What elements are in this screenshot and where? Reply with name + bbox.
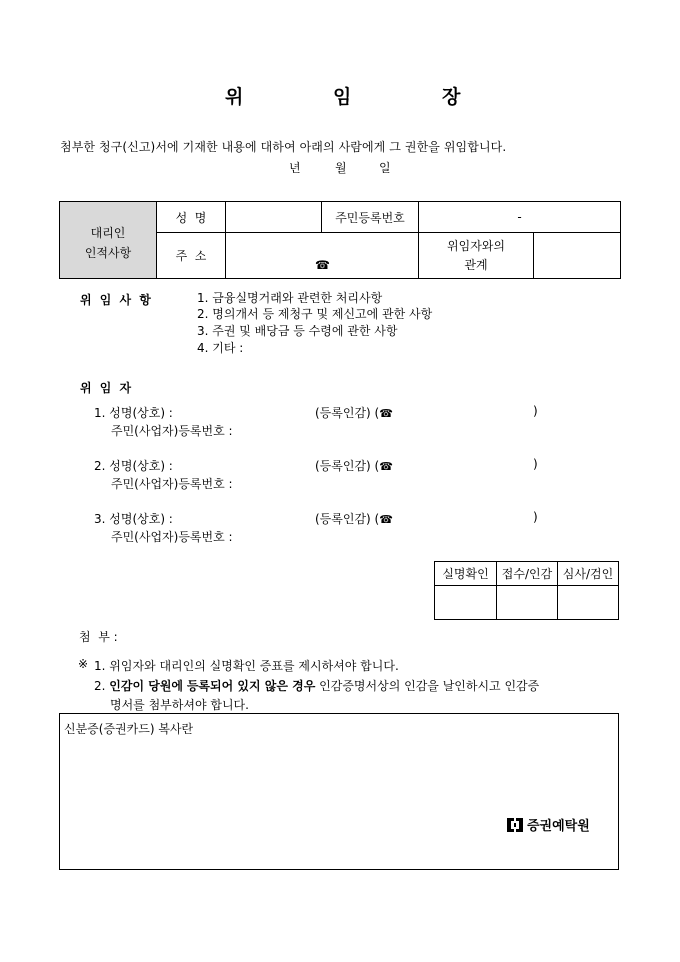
confirm-cell-review[interactable] (558, 586, 619, 620)
delegator-2-seal (315, 457, 393, 474)
note-line-2-bold-2: 등록되어 있지 않은 경우 (186, 679, 316, 693)
delegation-item-1: 1. 금융실명거래와 관련한 처리사항 (197, 291, 383, 305)
intro-text: 첨부한 청구(신고)서에 기재한 내용에 대하여 아래의 사람에게 그 권한을 위임합니다. (60, 140, 507, 154)
confirm-cell-receipt[interactable] (497, 586, 558, 620)
name-label: 성 명 (157, 202, 226, 233)
note-line-2-num: 2. (94, 679, 106, 693)
delegators-title: 위 임 자 (80, 381, 134, 395)
delegator-2-seal-text: (등록인감) ( (315, 459, 380, 473)
title-char-1: 위 (225, 86, 244, 108)
address-field[interactable] (226, 233, 419, 279)
id-copy-box (59, 713, 619, 870)
date-month: 월 (335, 161, 347, 175)
confirm-header-review: 심사/검인 (558, 562, 619, 586)
note-line-2 (94, 677, 539, 694)
name-field[interactable] (226, 202, 322, 233)
address-label: 주 소 (157, 233, 226, 279)
agent-info-table (59, 201, 621, 279)
ksd-logo-text: 증권예탁원 (527, 819, 590, 834)
agent-row-header-text: 대리인 인적사항 (84, 225, 132, 260)
delegation-item-4: 4. 기타 : (197, 341, 244, 355)
telephone-icon: ☎ (379, 513, 393, 526)
confirm-table (434, 561, 619, 620)
confirm-header-receipt: 접수/인감 (497, 562, 558, 586)
delegator-1-rrn: 주민(사업자)등록번호 : (111, 424, 233, 438)
delegator-1-seal-text: (등록인감) ( (315, 406, 380, 420)
delegator-3-seal-text: (등록인감) ( (315, 512, 380, 526)
delegator-2-name: 2. 성명(상호) : (94, 459, 173, 473)
note-line-3: 명서를 첨부하셔야 합니다. (110, 698, 249, 712)
agent-row-header (60, 202, 157, 279)
confirm-cell-realname[interactable] (435, 586, 497, 620)
telephone-icon: ☎ (379, 407, 393, 420)
id-copy-label: 신분증(증권카드) 복사란 (64, 722, 194, 736)
delegator-3-close: ) (533, 510, 538, 524)
attachment-label: 첨 부 : (79, 630, 118, 644)
note-mark: ※ (78, 657, 89, 671)
relation-field[interactable] (534, 233, 621, 279)
rrn-field[interactable]: - (419, 202, 621, 233)
relation-label-text: 위임자와의 관계 (447, 238, 505, 272)
date-year: 년 (289, 161, 301, 175)
title-char-3: 장 (442, 86, 461, 108)
delegator-3-rrn: 주민(사업자)등록번호 : (111, 530, 233, 544)
delegation-item-2: 2. 명의개서 등 제청구 및 제신고에 관한 사항 (197, 307, 433, 321)
note-line-1: 1. 위임자와 대리인의 실명확인 증표를 제시하셔야 합니다. (94, 659, 399, 673)
ksd-logo-icon (507, 818, 523, 832)
delegation-title: 위 임 사 항 (80, 293, 153, 307)
note-line-2-rest: 인감증명서상의 인감을 날인하시고 인감증 (319, 679, 540, 693)
ksd-logo (507, 815, 590, 834)
confirm-header-realname: 실명확인 (435, 562, 497, 586)
telephone-icon: ☎ (379, 460, 393, 473)
note-line-2-bold-1: 인감이 당원에 (109, 679, 184, 693)
delegator-2-close: ) (533, 457, 538, 471)
date-day: 일 (379, 161, 391, 175)
rrn-label: 주민등록번호 (322, 202, 419, 233)
delegator-2-rrn: 주민(사업자)등록번호 : (111, 477, 233, 491)
delegator-3-name: 3. 성명(상호) : (94, 512, 173, 526)
delegator-3-seal (315, 510, 393, 527)
title-char-2: 임 (333, 86, 352, 108)
delegation-item-3: 3. 주권 및 배당금 등 수령에 관한 사항 (197, 324, 398, 338)
telephone-icon: ☎ (315, 258, 330, 272)
delegator-1-seal (315, 404, 393, 421)
delegator-1-name: 1. 성명(상호) : (94, 406, 173, 420)
delegator-1-close: ) (533, 404, 538, 418)
relation-label (419, 233, 534, 279)
